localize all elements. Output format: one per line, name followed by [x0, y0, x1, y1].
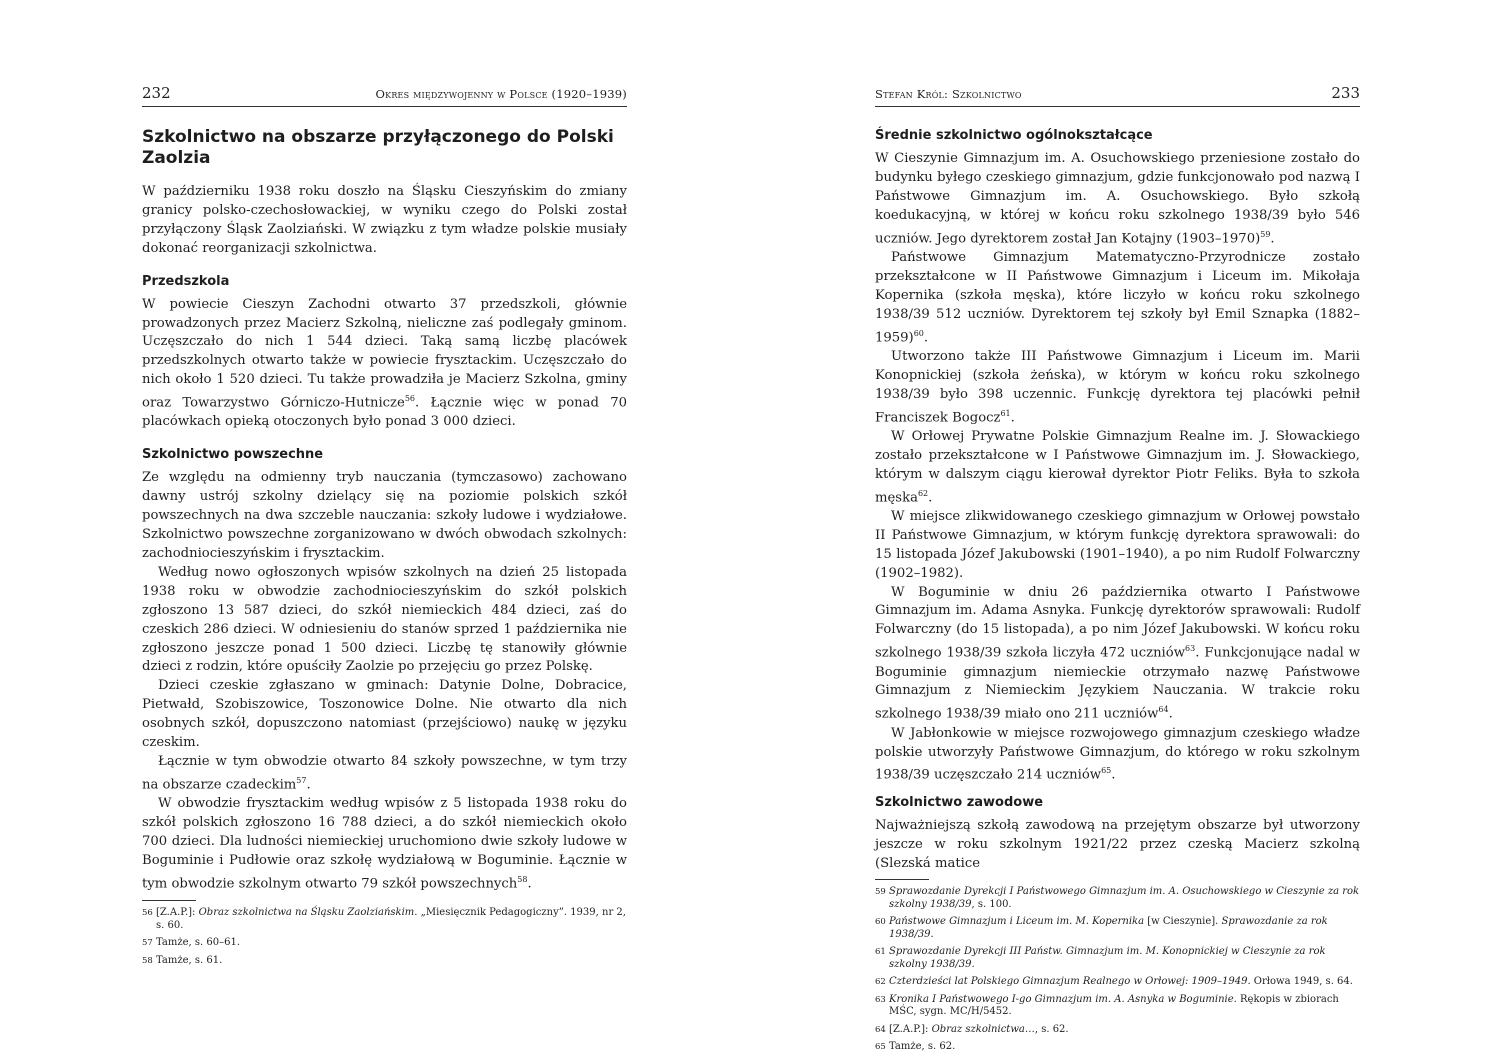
footnote: 63 Kronika I Państwowego I-go Gimnazjum im. A. Asnyka w Boguminie. Rękopis w zbiorach MŚC, sygn. MC/H/5452. — [875, 993, 1339, 1018]
secondary-paragraph-5: W miejsce zlikwidowanego czeskiego gimnazjum w Orłowej powstało II Państwowe Gimnazjum, w którym funkcję dyrektora sprawowali: do 15 listopada Józef Jakubowski (1901–1940), a po nim Rudolf Folwarczny (1902–1982). — [875, 508, 1360, 581]
secondary-paragraph-7: W Jabłonkowie w miejsce rozwojowego gimnazjum czeskiego władze polskie utworzyły Państwowe Gimnazjum, do którego w roku szkolnym 1938/39 uczęszczało 214 uczniów$^{65}$. — [875, 725, 1360, 783]
general-paragraph-4: Łącznie w tym obwodzie otwarto 84 szkoły powszechne, w tym trzy na obszarze czadeckim$^{57}$. — [142, 753, 627, 793]
general-paragraph-3: Dzieci czeskie zgłaszano w gminach: Datynie Dolne, Dobracice, Pietwałd, Szobiszowice, Toszonowice Dolne. Nie otwarto dla nich osobnych szkół, dopuszczono natomiast (przejściowo) naukę w języku czeskim. — [142, 678, 627, 751]
footnote-ref: 62 — [917, 488, 929, 498]
footnote-ref: 58 — [517, 874, 528, 884]
general-paragraph-5: W obwodzie frysztackim według wpisów z 5 listopada 1938 roku do szkół polskich zgłoszono 16 788 dzieci, a do szkół niemieckich około 700 dzieci. Dla ludności niemieckiej uruchomiono dwie szkoły ludowe w Boguminie i Pudłowie oraz szkołę wydziałową w Boguminie. Łącznie w tym obwodzie szkolnym otwarto 79 szkół powszechnych$^{58}$. — [142, 796, 627, 892]
footnote: 64 [Z.A.P.]: Obraz szkolnictwa…, s. 62. — [875, 1023, 1069, 1035]
general-paragraph-1: Ze względu na odmienny tryb nauczania (tymczasowo) zachowano dawny ustrój szkolny dzielący się na poziomie polskich szkół powszechnych na dwa szczeble nauczania: szkoły ludowe i wydziałowe. Szkolnictwo powszechne zorganizowano w dwóch obwodach szkolnych: zachodniocieszyńskim i frysztackim. — [142, 470, 627, 561]
left-footnotes — [142, 907, 627, 967]
section-title: Szkolnictwo na obszarze przyłączonego do Polski Zaolzia — [142, 127, 614, 168]
left-running-head — [142, 84, 627, 107]
page-number: 232 — [142, 84, 171, 102]
page-number: 233 — [1331, 84, 1360, 102]
footnote-rule — [142, 900, 196, 901]
footnote: 59 Sprawozdanie Dyrekcji I Państwowego Gimnazjum im. A. Osuchowskiego w Cieszynie za rok szkolny 1938/39, s. 100. — [875, 886, 1360, 910]
footnote-rule — [875, 879, 929, 880]
footnote: 57 Tamże, s. 60–61. — [142, 937, 240, 949]
footnote: 65 Tamże, s. 62. — [875, 1041, 956, 1053]
vocational-paragraph-1: Najważniejszą szkołą zawodową na przejętym obszarze był utworzony jeszcze w roku szkolnym 1921/22 przez czeską Macierz szkolną (Slezská matice — [875, 817, 1360, 871]
secondary-paragraph-2: Państwowe Gimnazjum Matematyczno-Przyrodnicze zostało przekształcone w II Państwowe Gimnazjum i Liceum im. Mikołaja Kopernika (szkoła męska), które liczyło w końcu roku szkolnego 1938/39 512 uczniów. Dyrektorem tej szkoły był Emil Sznapka (1882–1959)$^{60}$. — [875, 249, 1360, 345]
footnote-ref: 61 — [1000, 408, 1011, 418]
running-head-title: Stefan Król: Szkolnictwo — [875, 87, 1022, 101]
right-footnotes — [875, 886, 1360, 1054]
footnote: 58 Tamże, s. 61. — [142, 954, 223, 966]
right-running-head — [875, 84, 1360, 107]
secondary-paragraph-6: W Boguminie w dniu 26 października otwarto I Państwowe Gimnazjum im. Adama Asnyka. Funkcję dyrektorów sprawowali: Rudolf Folwarczny (do 15 listopada), a po nim Józef Jakubowski. W końcu roku szkolnego 1938/39 szkoła liczyła 472 uczniów$^{63}$. Funkcjonujące nadal w Boguminie gimnazjum niemieckie otrzymało nazwę Państwowe Gimnazjum z Niemieckim Językiem Nauczania. W trakcie roku szkolnego 1938/39 miało ono 211 uczniów$^{64}$. — [875, 584, 1360, 722]
intro-paragraph: W październiku 1938 roku doszło na Śląsku Cieszyńskim do zmiany granicy polsko-czechosłowackiej, w wyniku czego do Polski został przyłączony Śląsk Zaolziański. W związku z tym władze polskie musiały dokonać reorganizacji szkolnictwa. — [142, 184, 627, 256]
footnote-ref: 63 — [1185, 644, 1196, 654]
left-page-body — [142, 127, 627, 972]
footnote-ref: 59 — [1260, 229, 1271, 239]
footnote: 56 [Z.A.P.]: Obraz szkolnictwa na Śląsku Zaolziańskim. „Miesięcznik Pedagogiczny”. 1939, nr 2, s. 60. — [142, 907, 626, 931]
footnote-ref: 60 — [913, 328, 924, 338]
running-head-title: Okres międzywojenny w Polsce (1920–1939) — [375, 87, 627, 101]
secondary-paragraph-3: Utworzono także III Państwowe Gimnazjum i Liceum im. Marii Konopnickiej (szkoła żeńska), w którym w końcu roku szkolnego 1938/39 było 398 uczennic. Funkcję dyrektora tej placówki pełnił Franciszek Bogocz$^{61}$. — [875, 348, 1360, 425]
footnote: 61 Sprawozdanie Dyrekcji III Państw. Gimnazjum im. M. Konopnickiej w Cieszynie za rok szkolny 1938/39. — [875, 946, 1326, 970]
secondary-paragraph-1: W Cieszynie Gimnazjum im. A. Osuchowskiego przeniesione zostało do budynku byłego czeskiego gimnazjum, gdzie funkcjonowało pod nazwą I Państwowe Gimnazjum im. A. Osuchowskiego. Było szkołą koedukacyjną, w której w końcu roku szkolnego 1938/39 było 546 uczniów. Jego dyrektorem został Jan Kotajny (1903–1970)$^{59}$. — [875, 151, 1360, 247]
secondary-schools-heading: Średnie szkolnictwo ogólnokształcące — [875, 128, 1153, 143]
vocational-schools-heading: Szkolnictwo zawodowe — [875, 794, 1044, 810]
footnote: 60 Państwowe Gimnazjum i Liceum im. M. Kopernika [w Cieszynie]. Sprawozdanie za rok 1938/39. — [875, 916, 1328, 940]
general-paragraph-2: Według nowo ogłoszonych wpisów szkolnych na dzień 25 listopada 1938 roku w obwodzie zachodniocieszyńskim do szkół polskich zgłoszono 13 587 dzieci, do szkół niemieckich 484 dzieci, zaś do czeskich 286 dzieci. W odniesieniu do stanów sprzed 1 października nie zgłoszono jeszcze ponad 1 500 dzieci. Liczbę tę stanowiły głównie dzieci z rodzin, które opuściły Zaolzie po przejęciu go przez Polskę. — [142, 564, 627, 675]
right-page-body — [875, 127, 1360, 1059]
footnote: 62 Czterdzieści lat Polskiego Gimnazjum Realnego w Orłowej: 1909–1949. Orłowa 1949, s. 64. — [875, 976, 1353, 988]
footnote-ref: 64 — [1158, 705, 1169, 715]
footnote-ref: 65 — [1101, 766, 1112, 776]
secondary-paragraph-4: W Orłowej Prywatne Polskie Gimnazjum Realne im. J. Słowackiego zostało przekształcone w I Państwowe Gimnazjum im. J. Słowackiego, którym w dalszym ciągu kierował dyrektor Piotr Feliks. Była to szkoła męska$^{62}$. — [875, 428, 1360, 505]
general-schools-heading: Szkolnictwo powszechne — [142, 447, 324, 463]
footnote-ref: 57 — [296, 775, 307, 785]
footnote-ref: 56 — [404, 394, 415, 404]
preschool-paragraph: W powiecie Cieszyn Zachodni otwarto 37 przedszkoli, głównie prowadzonych przez Macierz Szkolną, nieliczne zaś podlegały gminom. Uczęszczało do nich 1 544 dzieci. Taką samą liczbę placówek przedszkolnych otwarto także w powiecie frysztackim. Uczęszczało do nich około 1 520 dzieci. Tu także prowadziła je Macierz Szkolna, gminy oraz Towarzystwo Górniczo-Hutnicze$^{56}$. Łącznie więc w ponad 70 placówkach opieką otoczonych było ponad 3 000 dzieci. — [142, 296, 627, 430]
preschool-heading: Przedszkola — [142, 273, 230, 289]
